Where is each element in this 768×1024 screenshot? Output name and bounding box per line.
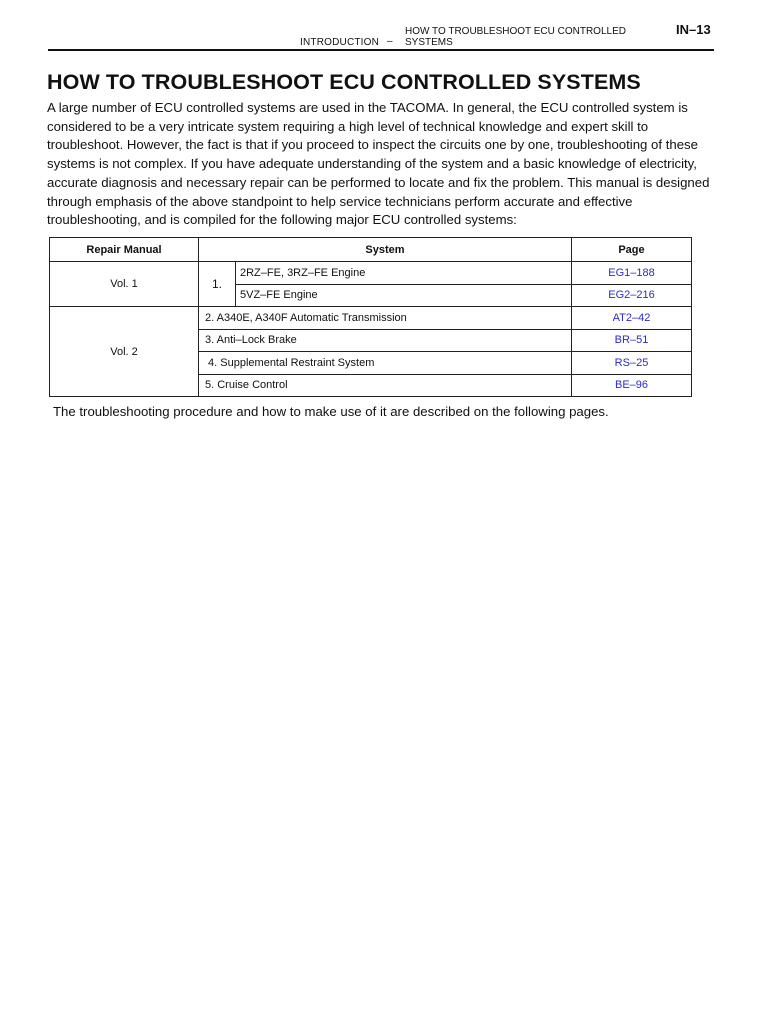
page-link[interactable]: AT2–42 xyxy=(572,307,692,330)
header-dash: – xyxy=(387,36,393,47)
header-repair-manual: Repair Manual xyxy=(50,238,199,262)
page-link[interactable]: EG1–188 xyxy=(572,262,692,285)
page-link[interactable]: BE–96 xyxy=(572,374,692,397)
header-page-number: IN–13 xyxy=(676,22,711,37)
table-header-row xyxy=(50,238,692,262)
vol2-cell: Vol. 2 xyxy=(50,307,199,397)
header-topic-line1: HOW TO TROUBLESHOOT ECU CONTROLLED xyxy=(405,26,626,37)
footer-note: The troubleshooting procedure and how to make use of it are described on the following pages. xyxy=(53,404,609,419)
header-topic xyxy=(405,26,645,48)
header-section: INTRODUCTION xyxy=(300,37,380,48)
system-cell: 3. Anti–Lock Brake xyxy=(199,329,572,352)
system-cell: 5VZ–FE Engine xyxy=(236,284,572,307)
page-link[interactable]: RS–25 xyxy=(572,352,692,375)
header-topic-line2: SYSTEMS xyxy=(405,37,453,48)
table-row xyxy=(50,262,692,285)
group1-number: 1. xyxy=(199,262,236,307)
table-row xyxy=(50,307,692,330)
system-cell: 4. Supplemental Restraint System xyxy=(199,352,572,375)
intro-paragraph: A large number of ECU controlled systems are used in the TACOMA. In general, the ECU controlled system is considered to be a very intricate system requiring a high level of technical knowledge and expert skill to troubleshoot. However, the fact is that if you proceed to inspect the circuits one by one, troubleshooting of these systems is not complex. If you have adequate understanding of the system and a basic knowledge of electricity, accurate diagnosis and necessary repair can be performed to locate and fix the problem. This manual is designed through emphasis of the above standpoint to help service technicians perform accurate and effective troubleshooting, and is compiled for the following major ECU controlled systems: xyxy=(47,100,710,228)
system-cell: 2. A340E, A340F Automatic Transmission xyxy=(199,307,572,330)
page-link[interactable]: BR–51 xyxy=(572,329,692,352)
vol1-cell: Vol. 1 xyxy=(50,262,199,307)
page-link[interactable]: EG2–216 xyxy=(572,284,692,307)
header-system: System xyxy=(199,238,572,262)
page-title: HOW TO TROUBLESHOOT ECU CONTROLLED SYSTEMS xyxy=(47,70,641,94)
system-cell: 5. Cruise Control xyxy=(199,374,572,397)
header-rule xyxy=(48,49,714,51)
system-cell: 2RZ–FE, 3RZ–FE Engine xyxy=(236,262,572,285)
header-page: Page xyxy=(572,238,692,262)
systems-table xyxy=(49,237,692,397)
